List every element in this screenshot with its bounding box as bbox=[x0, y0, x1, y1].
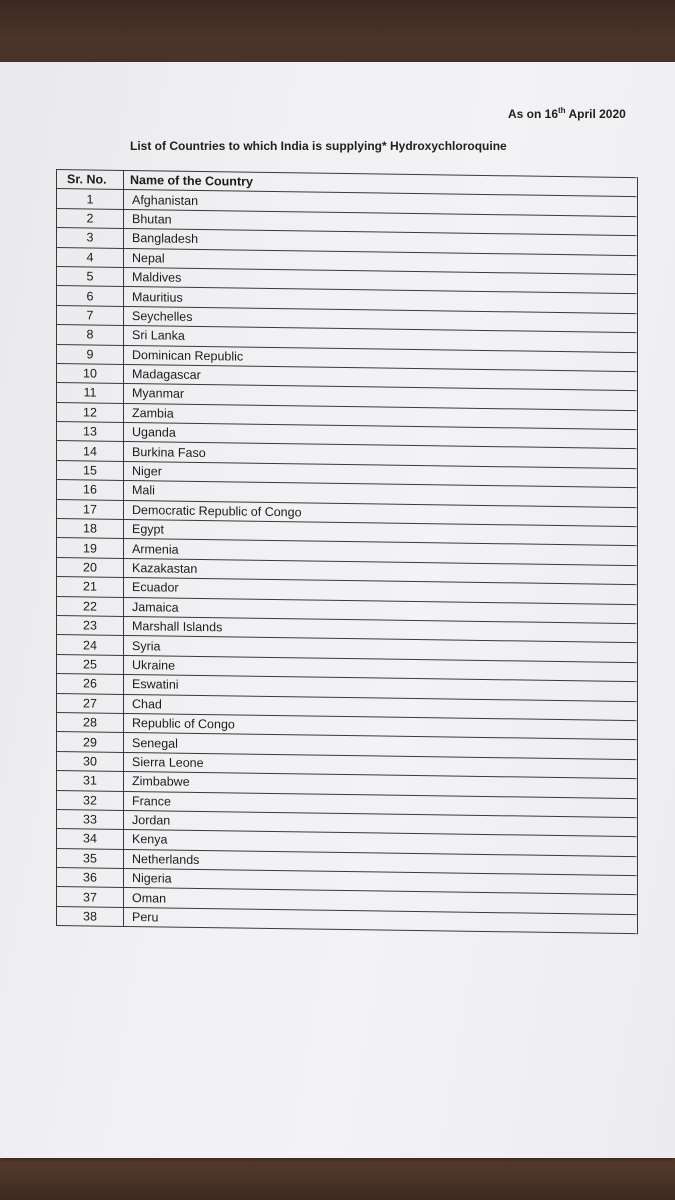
sr-no-cell: 10 bbox=[57, 363, 124, 383]
sr-no-cell: 31 bbox=[57, 771, 124, 791]
date-suffix: April 2020 bbox=[565, 107, 626, 121]
country-name-cell: Peru bbox=[124, 907, 638, 934]
sr-no-cell: 16 bbox=[57, 480, 124, 500]
sr-no-cell: 22 bbox=[57, 596, 124, 616]
sr-no-cell: 28 bbox=[57, 712, 124, 732]
sr-no-cell: 34 bbox=[57, 829, 124, 849]
country-name-cell: Ukraine bbox=[124, 655, 638, 682]
sr-no-cell: 30 bbox=[57, 751, 124, 771]
country-name-cell: Sri Lanka bbox=[124, 326, 638, 353]
country-name-cell: Seychelles bbox=[124, 306, 638, 333]
sr-no-cell: 5 bbox=[57, 266, 124, 286]
country-name-cell: Mali bbox=[124, 481, 638, 508]
country-name-cell: Republic of Congo bbox=[124, 713, 638, 740]
sr-no-cell: 36 bbox=[57, 868, 124, 888]
sr-no-cell: 25 bbox=[57, 654, 124, 674]
date-line bbox=[508, 106, 626, 121]
sr-no-cell: 19 bbox=[57, 538, 124, 558]
sr-no-cell: 13 bbox=[57, 422, 124, 442]
sr-no-cell: 9 bbox=[57, 344, 124, 364]
country-name-cell: France bbox=[124, 791, 638, 818]
sr-no-cell: 38 bbox=[57, 906, 124, 926]
table-body bbox=[57, 189, 638, 934]
sr-no-cell: 23 bbox=[57, 615, 124, 635]
sr-no-cell: 3 bbox=[57, 228, 124, 248]
sr-no-cell: 7 bbox=[57, 305, 124, 325]
country-name-cell: Uganda bbox=[124, 423, 638, 450]
country-name-cell: Bhutan bbox=[124, 209, 638, 236]
sr-no-cell: 1 bbox=[57, 189, 124, 209]
sr-no-cell: 20 bbox=[57, 557, 124, 577]
country-name-cell: Kenya bbox=[124, 830, 638, 857]
sr-no-cell: 37 bbox=[57, 887, 124, 907]
sr-no-cell: 11 bbox=[57, 383, 124, 403]
country-name-cell: Maldives bbox=[124, 267, 638, 294]
country-name-cell: Syria bbox=[124, 636, 638, 663]
sr-no-cell: 6 bbox=[57, 286, 124, 306]
country-name-cell: Democratic Republic of Congo bbox=[124, 500, 638, 527]
sr-no-cell: 15 bbox=[57, 460, 124, 480]
sr-no-cell: 4 bbox=[57, 247, 124, 267]
country-name-cell: Afghanistan bbox=[124, 190, 638, 217]
country-name-cell: Chad bbox=[124, 694, 638, 721]
document-title: List of Countries to which India is supplying* Hydroxychloroquine bbox=[130, 139, 507, 153]
country-name-cell: Myanmar bbox=[124, 384, 638, 411]
country-name-cell: Jordan bbox=[124, 810, 638, 837]
country-name-cell: Nepal bbox=[124, 248, 638, 275]
country-name-cell: Sierra Leone bbox=[124, 752, 638, 779]
sr-no-cell: 17 bbox=[57, 499, 124, 519]
sr-no-cell: 21 bbox=[57, 577, 124, 597]
sr-no-cell: 2 bbox=[57, 208, 124, 228]
country-name-cell: Oman bbox=[124, 888, 638, 915]
date-prefix: As on 16 bbox=[508, 107, 559, 121]
sr-no-cell: 29 bbox=[57, 732, 124, 752]
country-name-cell: Mauritius bbox=[124, 287, 638, 314]
country-name-cell: Egypt bbox=[124, 519, 638, 546]
sr-no-cell: 35 bbox=[57, 848, 124, 868]
country-name-cell: Eswatini bbox=[124, 675, 638, 702]
country-name-cell: Niger bbox=[124, 461, 638, 488]
column-header-sr-no: Sr. No. bbox=[57, 170, 124, 190]
sr-no-cell: 33 bbox=[57, 809, 124, 829]
country-name-cell: Kazakastan bbox=[124, 558, 638, 585]
country-name-cell: Netherlands bbox=[124, 849, 638, 876]
country-name-cell: Burkina Faso bbox=[124, 442, 638, 469]
sr-no-cell: 27 bbox=[57, 693, 124, 713]
country-name-cell: Marshall Islands bbox=[124, 616, 638, 643]
sr-no-cell: 14 bbox=[57, 441, 124, 461]
country-name-cell: Senegal bbox=[124, 733, 638, 760]
country-name-cell: Bangladesh bbox=[124, 229, 638, 256]
sr-no-cell: 24 bbox=[57, 635, 124, 655]
sr-no-cell: 32 bbox=[57, 790, 124, 810]
column-header-country: Name of the Country bbox=[124, 170, 638, 197]
country-name-cell: Nigeria bbox=[124, 869, 638, 896]
sr-no-cell: 18 bbox=[57, 519, 124, 539]
country-name-cell: Dominican Republic bbox=[124, 345, 638, 372]
country-name-cell: Zambia bbox=[124, 403, 638, 430]
country-name-cell: Ecuador bbox=[124, 578, 638, 605]
country-name-cell: Jamaica bbox=[124, 597, 638, 624]
sr-no-cell: 12 bbox=[57, 402, 124, 422]
sr-no-cell: 8 bbox=[57, 325, 124, 345]
sr-no-cell: 26 bbox=[57, 674, 124, 694]
date-ordinal: th bbox=[558, 106, 566, 115]
country-name-cell: Armenia bbox=[124, 539, 638, 566]
countries-table bbox=[56, 169, 638, 934]
country-name-cell: Madagascar bbox=[124, 364, 638, 391]
country-name-cell: Zimbabwe bbox=[124, 772, 638, 799]
